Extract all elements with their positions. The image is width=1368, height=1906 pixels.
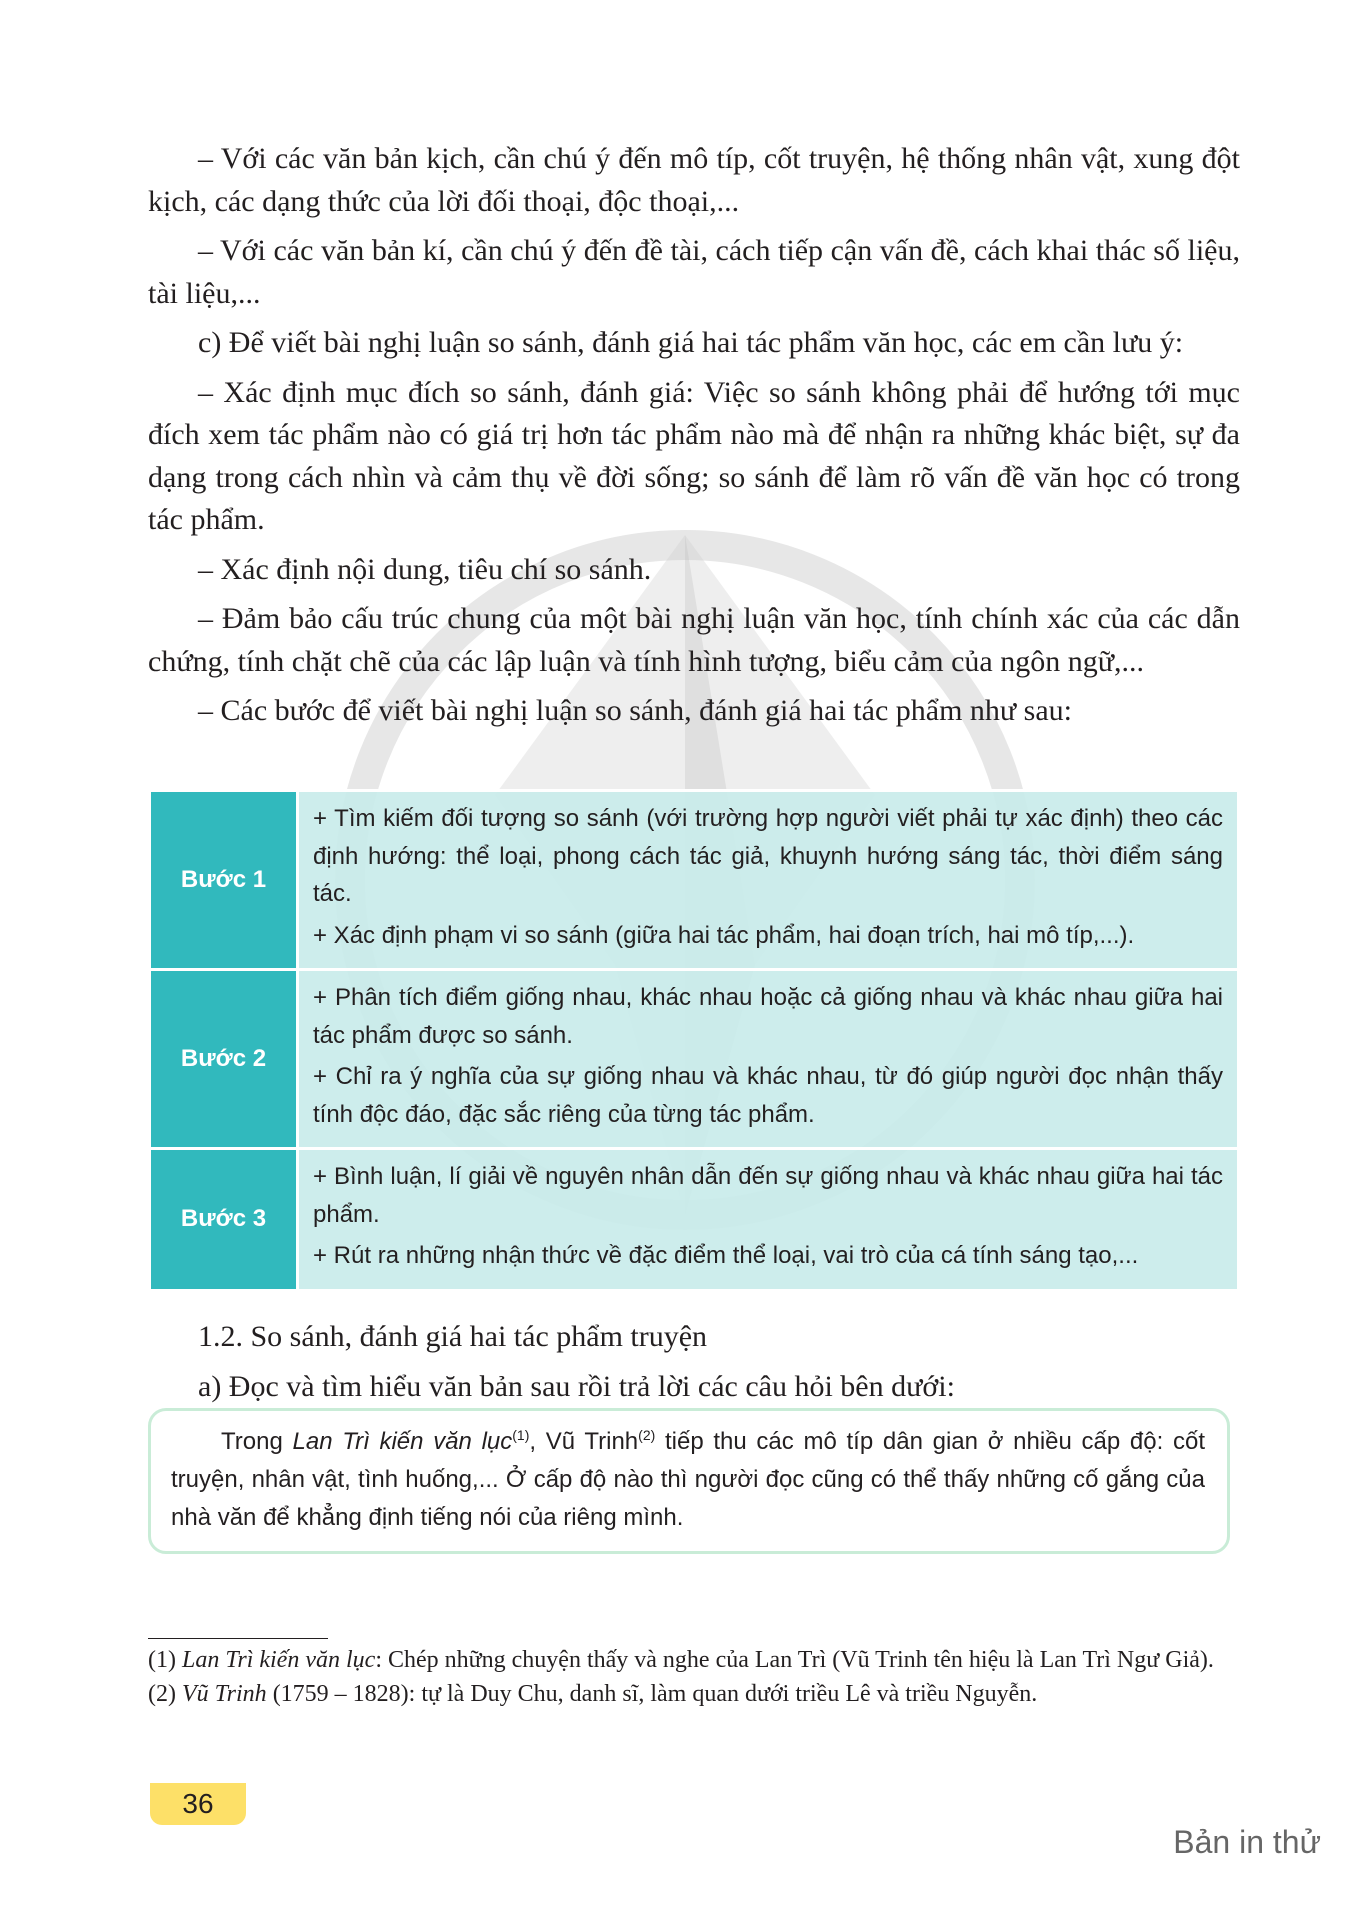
paragraph-steps-intro: – Các bước để viết bài nghị luận so sánh, đánh giá hai tác phẩm như sau: (198, 694, 1072, 727)
draft-mark: Bản in thử (1173, 1824, 1321, 1860)
excerpt-middle: , Vũ Trinh (529, 1428, 639, 1455)
paragraph-essay-notes: c) Để viết bài nghị luận so sánh, đánh giá hai tác phẩm văn học, các em cần lưu ý: (198, 326, 1184, 359)
footnote-ref-1: (1) (512, 1427, 530, 1443)
footnote-1-marker: (1) (148, 1647, 182, 1673)
footnote-1-term: Lan Trì kiến văn lục (181, 1647, 376, 1673)
excerpt-text (171, 1423, 1205, 1537)
paragraph-purpose: – Xác định mục đích so sánh, đánh giá: Việc so sánh không phải để hướng tới mục đích xem tác phẩm nào có giá trị hơn tác phẩm nào mà để nhận ra những khác biệt, sự đa dạng trong cách nhìn và cảm thụ về đời sống; so sánh để làm rõ vấn đề văn học có trong tác phẩm. (148, 375, 1240, 536)
step-label-2: Bước 2 (150, 970, 298, 1149)
excerpt-intro: Trong (221, 1428, 293, 1455)
step-content-2 (298, 970, 1239, 1149)
footnote-ref-2: (2) (638, 1427, 656, 1443)
step-row-2 (150, 970, 1239, 1149)
step-2-item-2: + Chỉ ra ý nghĩa của sự giống nhau và khác nhau, từ đó giúp người đọc nhận thấy tính độc đáo, đặc sắc riêng của từng tác phẩm. (313, 1063, 1223, 1128)
footnote-2 (148, 1678, 1240, 1710)
body-text-section (148, 1316, 1240, 1415)
section-heading: 1.2. So sánh, đánh giá hai tác phẩm truyện (198, 1320, 708, 1353)
step-1-item-2: + Xác định phạm vi so sánh (giữa hai tác phẩm, hai đoạn trích, hai mô típ,...). (313, 921, 1135, 949)
step-row-3 (150, 1149, 1239, 1291)
excerpt-book-title: Lan Trì kiến văn lục (292, 1428, 513, 1455)
step-2-item-1: + Phân tích điểm giống nhau, khác nhau hoặc cả giống nhau và khác nhau giữa hai tác phẩm được so sánh. (313, 984, 1223, 1049)
footnote-2-marker: (2) (148, 1681, 182, 1707)
footnote-1 (148, 1644, 1240, 1676)
step-3-item-2: + Rút ra những nhận thức về đặc điểm thể loại, vai trò của cá tính sáng tạo,... (313, 1242, 1139, 1269)
paragraph-structure: – Đảm bảo cấu trúc chung của một bài nghị luận văn học, tính chính xác của các dẫn chứng, tính chặt chẽ của các lập luận và tính hình tượng, biểu cảm của ngôn ngữ,... (148, 602, 1240, 678)
paragraph-drama: – Với các văn bản kịch, cần chú ý đến mô típ, cốt truyện, hệ thống nhân vật, xung đột kịch, các dạng thức của lời đối thoại, độc thoại,... (148, 142, 1240, 218)
footnotes (148, 1644, 1240, 1712)
paragraph-memoir: – Với các văn bản kí, cần chú ý đến đề tài, cách tiếp cận vấn đề, cách khai thác số liệu, tài liệu,... (148, 234, 1240, 310)
step-content-1 (298, 791, 1239, 970)
footnote-2-text: (1759 – 1828): tự là Duy Chu, danh sĩ, làm quan dưới triều Lê và triều Nguyễn. (266, 1681, 1038, 1707)
excerpt-rest: tiếp thu các mô típ dân gian ở nhiều cấp độ: cốt truyện, nhân vật, tình huống,... Ở cấp độ nào thì người đọc cũng có thể thấy những cố gắng của nhà văn để khẳng định tiếng nói của riêng mình. (171, 1428, 1206, 1531)
excerpt-box (148, 1408, 1230, 1554)
footnote-divider (148, 1638, 328, 1639)
step-row-1 (150, 791, 1239, 970)
step-1-item-1: + Tìm kiếm đối tượng so sánh (với trường hợp người viết phải tự xác định) theo các định hướng: thể loại, phong cách tác giả, khuynh hướng sáng tác, thời điểm sáng tác. (313, 805, 1223, 907)
footnote-1-text: : Chép những chuyện thấy và nghe của Lan Trì (Vũ Trinh tên hiệu là Lan Trì Ngư Giả). (375, 1647, 1214, 1673)
step-content-3 (298, 1149, 1239, 1291)
steps-table (148, 789, 1240, 1292)
step-label-3: Bước 3 (150, 1149, 298, 1291)
step-3-item-1: + Bình luận, lí giải về nguyên nhân dẫn đến sự giống nhau và khác nhau giữa hai tác phẩm. (313, 1163, 1223, 1228)
footnote-2-term: Vũ Trinh (181, 1681, 267, 1707)
paragraph-criteria: – Xác định nội dung, tiêu chí so sánh. (198, 552, 652, 586)
body-text-top (148, 138, 1240, 740)
section-instruction: a) Đọc và tìm hiểu văn bản sau rồi trả lời các câu hỏi bên dưới: (198, 1369, 955, 1403)
page-number: 36 (150, 1783, 246, 1825)
step-label-1: Bước 1 (150, 791, 298, 970)
